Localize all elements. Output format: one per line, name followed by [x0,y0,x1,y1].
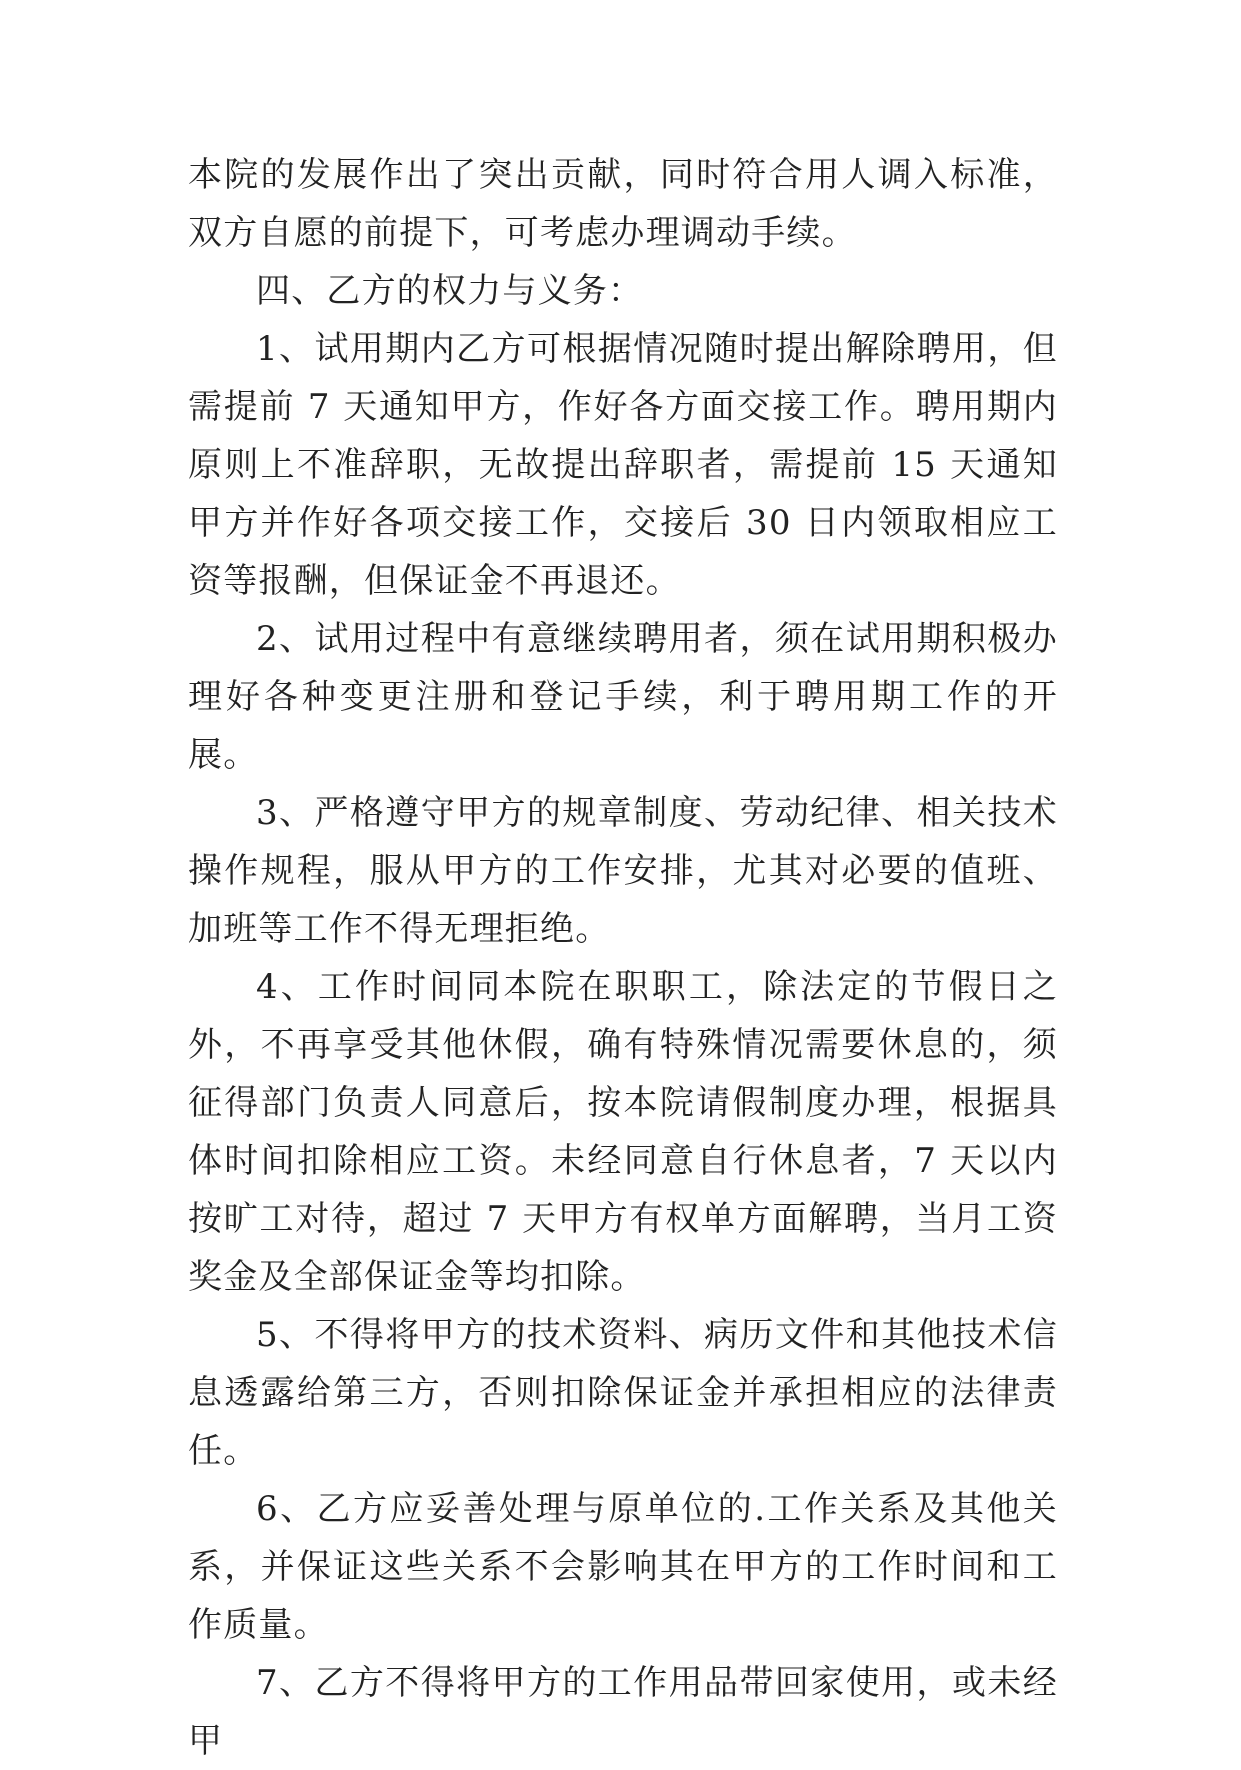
section-heading-party-b-rights: 四、乙方的权力与义务： [256,271,644,311]
clause-6: 6、乙方应妥善处理与原单位的.工作关系及其他关系，并保证这些关系不会影响其在甲方的工作时间和工作质量。 [188,1489,1058,1645]
clause-5: 5、不得将甲方的技术资料、病历文件和其他技术信息透露给第三方，否则扣除保证金并承担相应的法律责任。 [188,1315,1058,1471]
document-body [188,146,1058,1770]
clause-3: 3、严格遵守甲方的规章制度、劳动纪律、相关技术操作规程，服从甲方的工作安排，尤其对必要的值班、加班等工作不得无理拒绝。 [188,793,1058,949]
paragraph-continuation: 本院的发展作出了突出贡献，同时符合用人调入标准，双方自愿的前提下，可考虑办理调动手续。 [188,155,1058,253]
clause-1: 1、试用期内乙方可根据情况随时提出解除聘用，但需提前 7 天通知甲方，作好各方面交接工作。聘用期内原则上不准辞职，无故提出辞职者，需提前 15 天通知甲方并作好各项交接工作，交接后 30 日内领取相应工资等报酬，但保证金不再退还。 [188,329,1058,601]
clause-7: 7、乙方不得将甲方的工作用品带回家使用，或未经甲 [188,1663,1058,1761]
clause-2: 2、试用过程中有意继续聘用者，须在试用期积极办理好各种变更注册和登记手续，利于聘用期工作的开展。 [188,619,1058,775]
clause-4: 4、工作时间同本院在职职工，除法定的节假日之外，不再享受其他休假，确有特殊情况需要休息的，须征得部门负责人同意后，按本院请假制度办理，根据具体时间扣除相应工资。未经同意自行休息者，7 天以内按旷工对待，超过 7 天甲方有权单方面解聘，当月工资奖金及全部保证金等均扣除。 [188,967,1058,1297]
